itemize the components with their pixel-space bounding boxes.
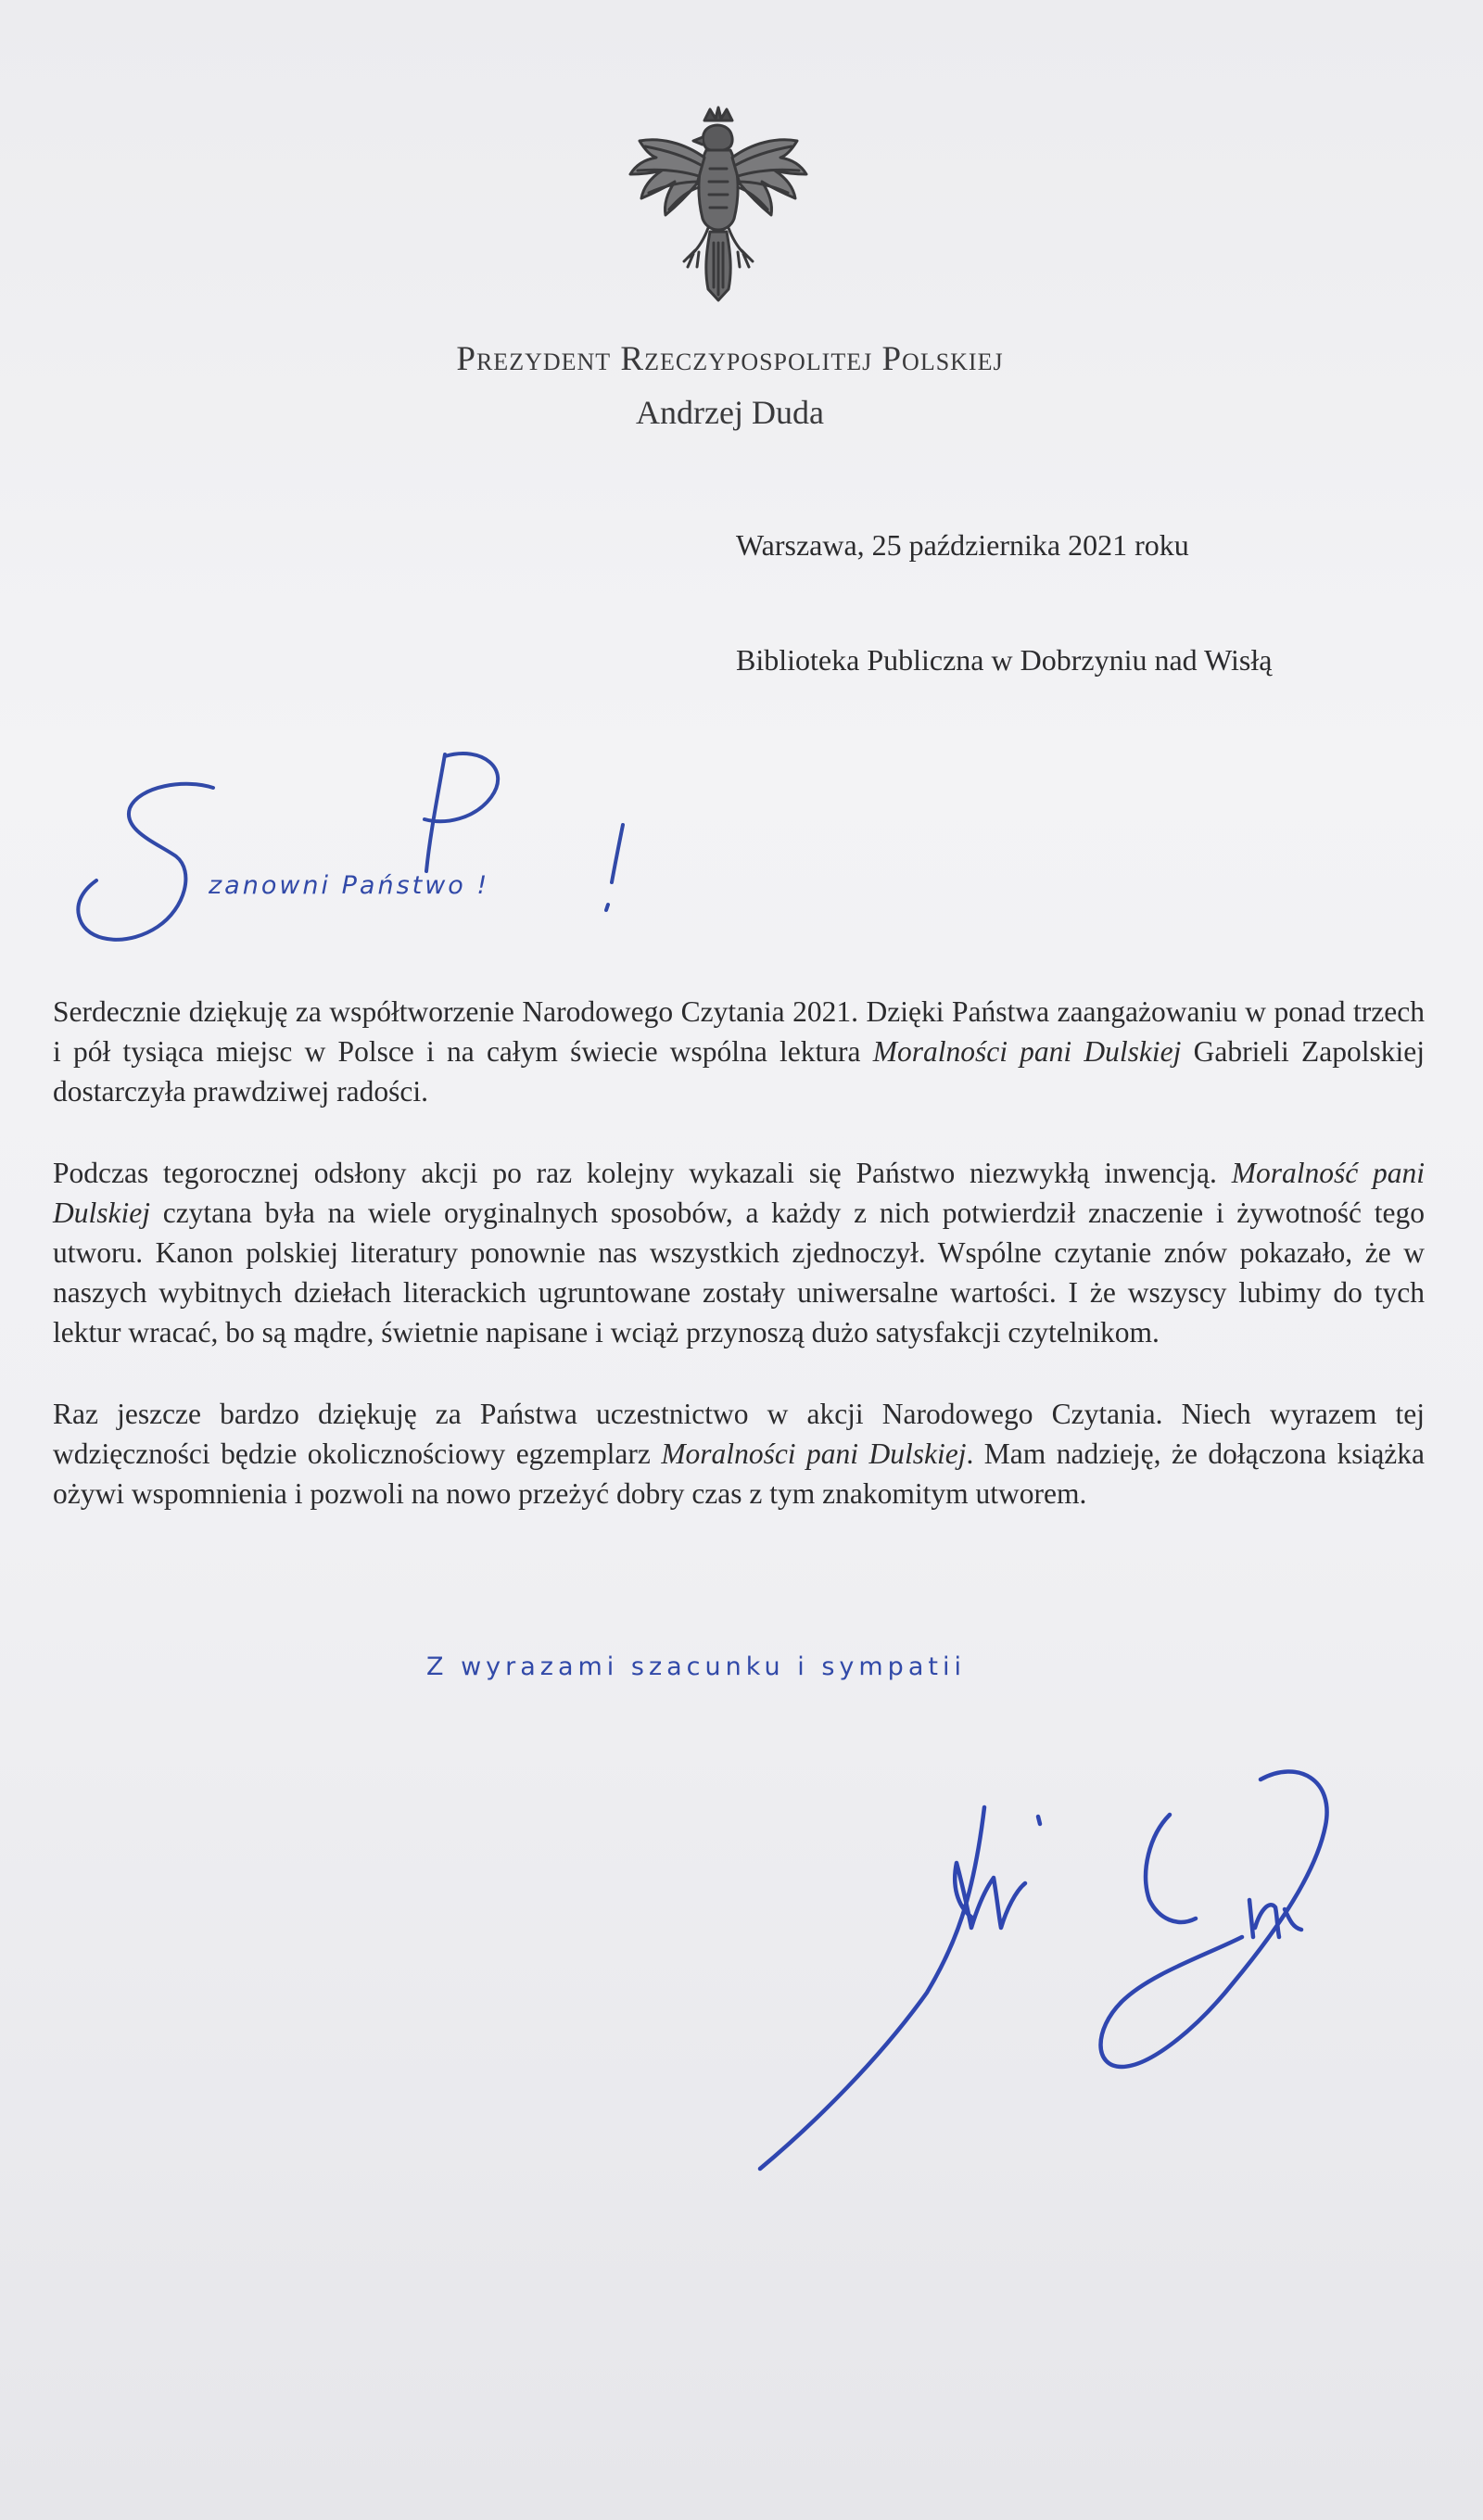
paragraph-2-text-a: Podczas tegorocznej odsłony akcji po raz kolejny wykazali się Państwo niezwykłą inwencją.: [53, 1157, 1232, 1189]
paragraph-3-title: Moralności pani Dulskiej: [661, 1437, 967, 1470]
closing-handwriting: Z wyrazami szacunku i sympatii: [426, 1653, 966, 1681]
letter-body: [53, 992, 1425, 1555]
paragraph-1: [53, 992, 1425, 1111]
paragraph-1-text-b: Gabrieli Zapolskiej dostarczyła prawdziwej radości.: [53, 1035, 1425, 1108]
paragraph-3-text-b: . Mam nadzieję, że dołączona książka ożywi wspomnienia i pozwoli na nowo przeżyć dobry czas z tym znakomitym utworem.: [53, 1437, 1426, 1510]
date-line: Warszawa, 25 października 2021 roku: [736, 528, 1189, 562]
salutation-text: zanowni Państwo !: [209, 871, 490, 900]
salutation-handwriting-strokes: [56, 741, 667, 973]
paragraph-1-text-a: Serdecznie dziękuję za współtworzenie Narodowego Czytania 2021. Dzięki Państwa zaangażowaniu w ponad trzech i pół tysiąca miejsc w Polsce i na całym świecie wspólna lektura: [53, 995, 1425, 1068]
paragraph-3-text-a: Raz jeszcze bardzo dziękuję za Państwa uczestnictwo w akcji Narodowego Czytania. Niech wyrazem tej wdzięczności będzie okolicznościowy egzemplarz: [53, 1398, 1425, 1470]
recipient: Biblioteka Publiczna w Dobrzyniu nad Wisłą: [736, 643, 1273, 677]
letterhead-name: Andrzej Duda: [636, 394, 824, 431]
letterhead-title: Prezydent Rzeczypospolitej Polskiej: [456, 340, 1004, 378]
signature-image: [742, 1752, 1409, 2187]
paragraph-2-title: Moralność pani Dulskiej: [53, 1157, 1426, 1229]
paragraph-1-title: Moralności pani Dulskiej: [872, 1035, 1182, 1068]
paragraph-2-text-b: czytana była na wiele oryginalnych sposobów, a każdy z nich potwierdził znaczenie i żywotność tego utworu. Kanon polskiej literatury ponownie nas wszystkich zjednoczył. Wspólne czytanie znów pokazało, że w naszych wybitnych dziełach literackich ugruntowane zostały uniwersalne wartości. I że wszyscy lubimy do tych lektur wracać, bo są mądre, świetnie napisane i wciąż przynoszą dużo satysfakcji czytelnikom.: [53, 1197, 1425, 1349]
polish-eagle-emblem-icon: [623, 104, 814, 310]
paragraph-3: [53, 1394, 1425, 1513]
paragraph-2: [53, 1153, 1425, 1352]
